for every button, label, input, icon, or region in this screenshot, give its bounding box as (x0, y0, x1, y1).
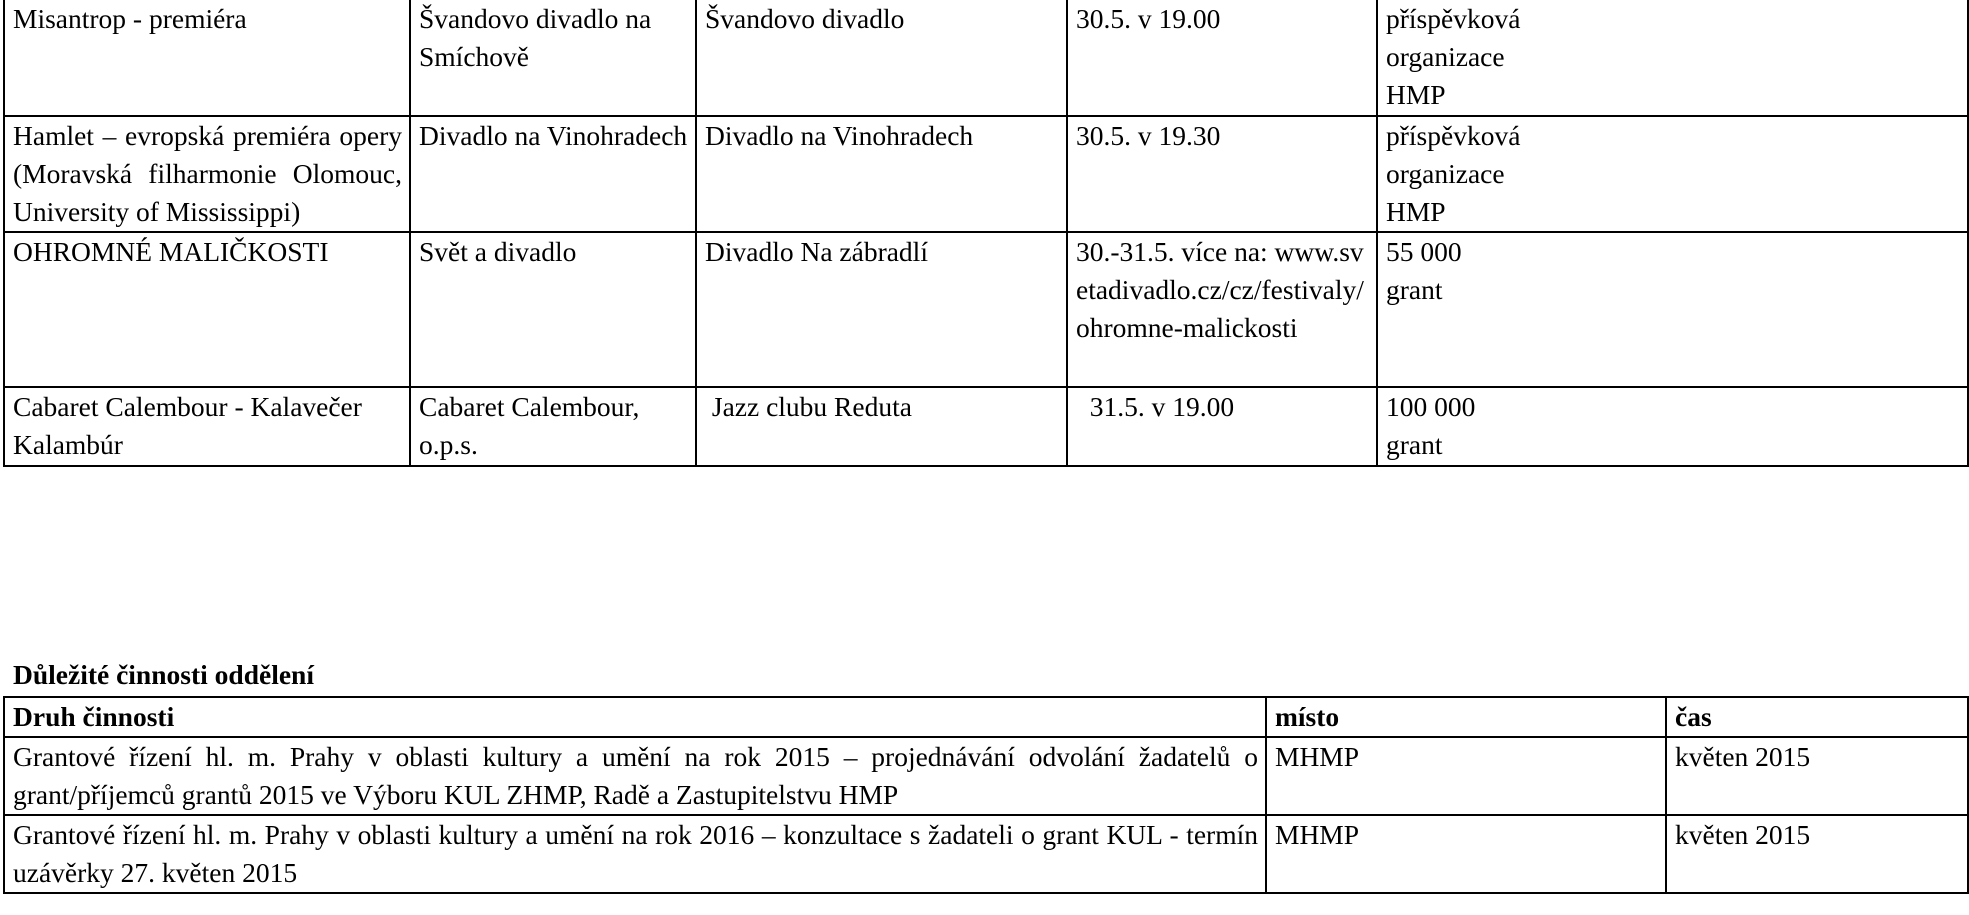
column-header-place: místo (1266, 697, 1666, 737)
funding-line: organizace (1386, 41, 1505, 72)
event-time: 31.5. v 19.00 (1067, 387, 1377, 466)
funding-line: 55 000 (1386, 236, 1462, 267)
event-time: 30.5. v 19.30 (1067, 116, 1377, 232)
activity-place: MHMP (1266, 737, 1666, 815)
activity-place: MHMP (1266, 815, 1666, 893)
event-funding (1377, 116, 1968, 232)
table-row (4, 815, 1968, 893)
column-header-activity: Druh činnosti (4, 697, 1266, 737)
event-venue: Divadlo na Vinohradech (696, 116, 1067, 232)
funding-line: HMP (1386, 196, 1446, 227)
event-organizer: Svět a divadlo (410, 232, 696, 387)
event-venue: Jazz clubu Reduta (696, 387, 1067, 466)
activity-description: Grantové řízení hl. m. Prahy v oblasti kultury a umění na rok 2016 – konzultace s žadateli o grant KUL - termín uzávěrky 27. květen 2015 (4, 815, 1266, 893)
funding-line: příspěvková (1386, 120, 1521, 151)
table-row (4, 0, 1968, 116)
event-name: Cabaret Calembour - Kalavečer Kalambúr (4, 387, 410, 466)
event-name: Misantrop - premiéra (4, 0, 410, 116)
activities-table (3, 696, 1969, 894)
event-organizer: Švandovo divadlo na Smíchově (410, 0, 696, 116)
event-funding (1377, 232, 1968, 387)
table-header-row (4, 697, 1968, 737)
table-row (4, 387, 1968, 466)
event-venue: Švandovo divadlo (696, 0, 1067, 116)
funding-line: organizace (1386, 158, 1505, 189)
event-funding (1377, 387, 1968, 466)
table-row (4, 232, 1968, 387)
event-time: 30.-31.5. více na: www.svetadivadlo.cz/cz/festivaly/ohromne-malickosti (1067, 232, 1377, 387)
event-organizer: Divadlo na Vinohradech (410, 116, 696, 232)
column-header-time: čas (1666, 697, 1968, 737)
event-name: Hamlet – evropská premiéra opery (Moravská filharmonie Olomouc, University of Mississippi) (4, 116, 410, 232)
event-venue: Divadlo Na zábradlí (696, 232, 1067, 387)
activity-description: Grantové řízení hl. m. Prahy v oblasti kultury a umění na rok 2015 – projednávání odvolání žadatelů o grant/příjemců grantů 2015 ve Výboru KUL ZHMP, Radě a Zastupitelstvu HMP (4, 737, 1266, 815)
funding-line: grant (1386, 274, 1443, 305)
activity-time: květen 2015 (1666, 737, 1968, 815)
event-name: OHROMNÉ MALIČKOSTI (4, 232, 410, 387)
activity-time: květen 2015 (1666, 815, 1968, 893)
events-table (3, 0, 1969, 467)
event-organizer: Cabaret Calembour, o.p.s. (410, 387, 696, 466)
funding-line: 100 000 (1386, 391, 1476, 422)
event-funding (1377, 0, 1968, 116)
funding-line: HMP (1386, 79, 1446, 110)
funding-line: příspěvková (1386, 3, 1521, 34)
table-row (4, 737, 1968, 815)
table-row (4, 116, 1968, 232)
activities-heading: Důležité činnosti oddělení (13, 659, 314, 690)
event-time: 30.5. v 19.00 (1067, 0, 1377, 116)
funding-line: grant (1386, 429, 1443, 460)
